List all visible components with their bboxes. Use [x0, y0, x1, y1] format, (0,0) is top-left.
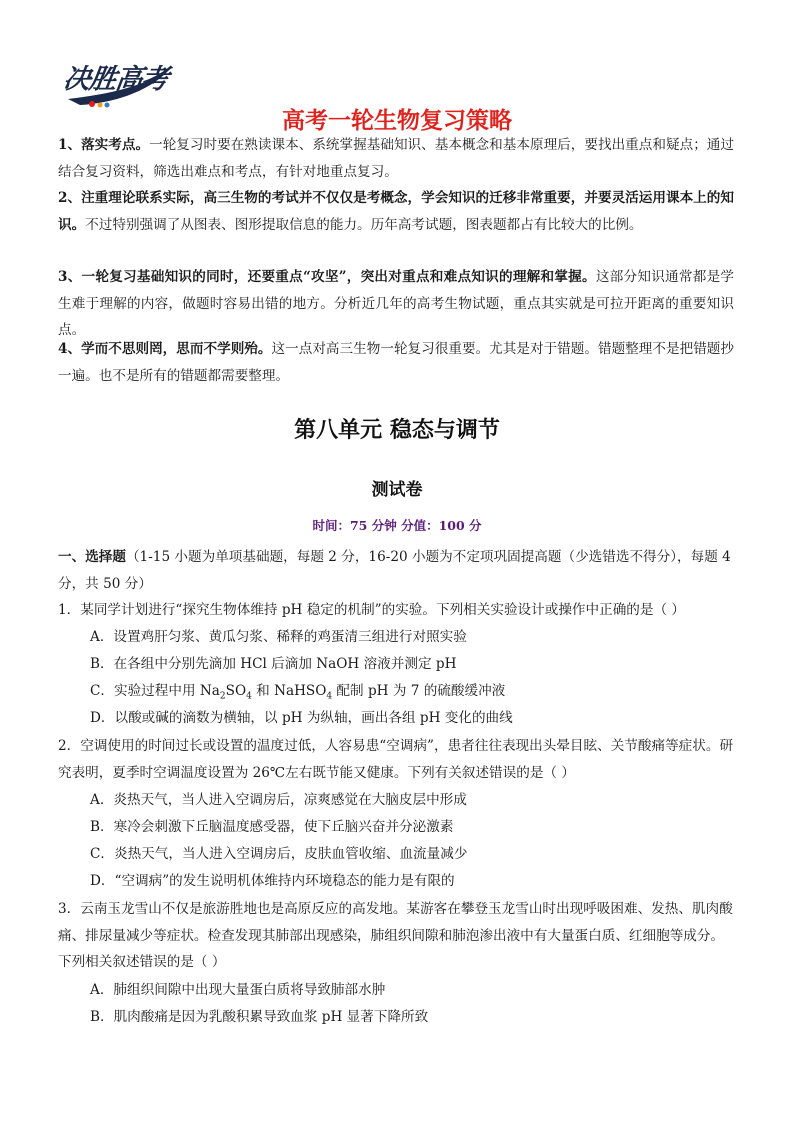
question-2-option-c: C．炎热天气，当人进入空调房后，皮肤血管收缩、血流量减少 [90, 846, 468, 862]
question-2-option-d: D．“空调病”的发生说明机体维持内环境稳态的能力是有限的 [90, 873, 455, 889]
question-3-option-a: A．肺组织间隙中出现大量蛋白质将导致肺部水肿 [90, 982, 386, 998]
strategy-3-bold: 3、一轮复习基础知识的同时，还要重点“攻坚”，突出对重点和难点知识的理解和掌握。 [58, 269, 596, 285]
section-heading-label: 一、选择题 [58, 549, 126, 565]
q1-c-sub2: 4 [246, 691, 252, 702]
test-title: 测试卷 [371, 480, 423, 500]
unit-title: 第八单元 稳态与调节 [294, 418, 500, 443]
strategy-2-bold: 2、注重理论联系实际，高三生物的考试并不仅仅是考概念，学会知识的迁移非常重要，并要灵活运用课本上的知识。 [58, 190, 734, 233]
question-2-option-a: A．炎热天气，当人进入空调房后，凉爽感觉在大脑皮层中形成 [90, 792, 467, 808]
question-1-stem: 1．某同学计划进行“探究生物体维持 pH 稳定的机制”的实验。下列相关实验设计或操作中正确的是（ ） [58, 602, 686, 618]
q1-c-sub1: 2 [219, 691, 226, 702]
strategy-1-bold: 1、落实考点。 [58, 137, 150, 153]
question-3-stem: 3．云南玉龙雪山不仅是旅游胜地也是高原反应的高发地。某游客在攀登玉龙雪山时出现呼吸困难、发热、肌肉酸痛、排尿量减少等症状。检查发现其肺部出现感染，肺组织间隙和肺泡渗出液中有大量蛋白质、红细胞等成分。下列相关叙述错误的是（ ） [58, 901, 733, 970]
strategy-3-text: 这部分知识通常都是学生难于理解的内容，做题时容易出错的地方。分析近几年的高考生物试题，重点其实就是可拉开距离的重要知识点。 [58, 269, 734, 338]
question-1-option-a: A．设置鸡肝匀浆、黄瓜匀浆、稀释的鸡蛋清三组进行对照实验 [90, 629, 467, 645]
strategy-4 [58, 336, 734, 389]
strategy-1 [58, 132, 734, 185]
time-info: 时间：75 分钟 分值：100 分 [312, 518, 482, 533]
question-1-option-b: B．在各组中分别先滴加 HCl 后滴加 NaOH 溶液并测定 pH [90, 656, 457, 672]
logo-text: 决胜高考 [61, 64, 170, 95]
strategy-2-text: 不过特别强调了从图表、图形提取信息的能力。历年高考试题，图表题都占有比较大的比例。 [85, 216, 643, 233]
strategy-2 [58, 185, 734, 238]
strategy-3 [58, 264, 734, 344]
main-title: 高考一轮生物复习策略 [282, 108, 512, 134]
q1-c-post: 配制 pH 为 7 的硫酸缓冲液 [332, 683, 506, 699]
strategy-4-text: 这一点对高三生物一轮复习很重要。尤其是对于错题。错题整理不是把错题抄一遍。也不是所有的错题都需要整理。 [58, 341, 734, 384]
q1-c-mid2: 和 NaHSO [251, 683, 327, 699]
question-2-option-b: B．寒冷会刺激下丘脑温度感受器，使下丘脑兴奋并分泌激素 [90, 819, 454, 835]
q1-c-mid1: SO [225, 683, 247, 699]
question-2-stem: 2．空调使用的时间过长或设置的温度过低，人容易患“空调病”，患者往往表现出头晕目眩、关节酸痛等症状。研究表明，夏季时空调温度设置为 26℃左右既节能又健康。下列有关叙述错误的是（ ） [58, 738, 734, 781]
q1-c-pre: C．实验过程中用 Na [90, 683, 220, 699]
section-heading [58, 544, 734, 597]
question-1-option-d: D．以酸或碱的滴数为横轴，以 pH 为纵轴，画出各组 pH 变化的曲线 [90, 710, 513, 726]
section-desc: （1-15 小题为单项基础题，每题 2 分，16-20 小题为不定项巩固提高题（少选错选不得分），每题 4 分，共 50 分） [58, 549, 731, 592]
q1-c-sub3: 4 [326, 691, 333, 702]
strategy-1-text: 一轮复习时要在熟读课本、系统掌握基础知识、基本概念和基本原理后，要找出重点和疑点；通过结合复习资料，筛选出难点和考点，有针对地重点复习。 [58, 137, 734, 180]
strategy-4-bold: 4、学而不思则罔，思而不学则殆。 [58, 341, 272, 357]
question-3-option-b: B．肌肉酸痛是因为乳酸积累导致血浆 pH 显著下降所致 [90, 1009, 429, 1025]
